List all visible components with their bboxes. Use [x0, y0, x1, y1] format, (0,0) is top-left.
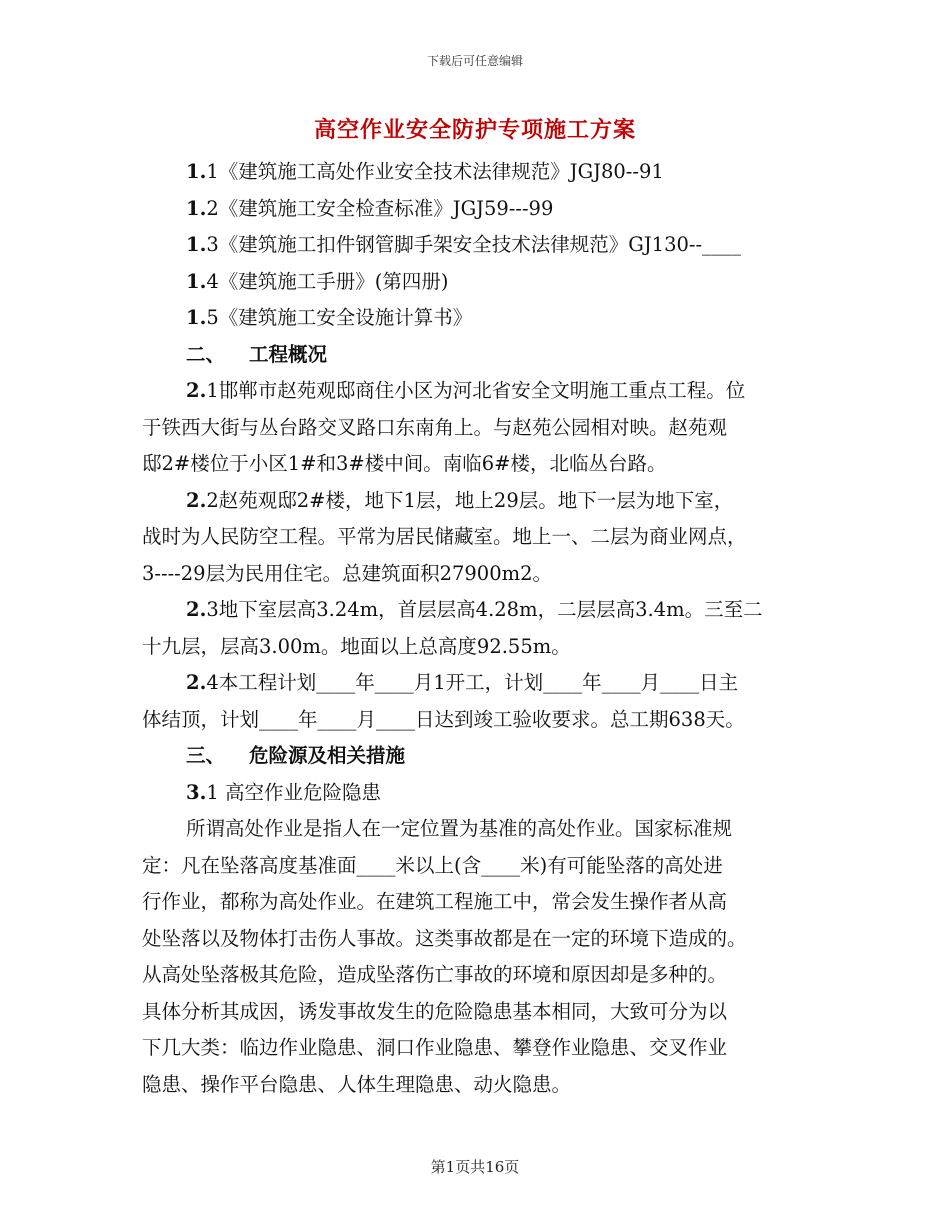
paragraph-line: 行作业，都称为高处作业。在建筑工程施工中，常会发生操作者从高: [142, 890, 728, 913]
paragraph-line: 于铁西大街与丛台路交叉路口东南角上。与赵苑公园相对映。赵苑观: [142, 415, 728, 439]
reference-item: 1.2《建筑施工安全检查标准》JGJ59---99: [186, 196, 554, 220]
reference-item: 1.3《建筑施工扣件钢管脚手架安全技术法律规范》GJ130--____: [186, 233, 742, 256]
paragraph-line: 战时为人民防空工程。平常为居民储藏室。地上一、二层为商业网点，: [142, 525, 747, 548]
paragraph-line: 所谓高处作业是指人在一定位置为基准的高处作业。国家标准规: [186, 817, 733, 840]
paragraph-line: 邸2#楼位于小区1#和3#楼中间。南临6#楼，北临丛台路。: [142, 452, 667, 475]
paragraph-line: 2.2赵苑观邸2#楼，地下1层，地上29层。地下一层为地下室，: [186, 488, 734, 512]
page-header: 下载后可任意编辑: [426, 54, 523, 68]
paragraph-line: 2.3地下室层高3.24m，首层层高4.28m，二层层高3.4m。三至二: [186, 598, 763, 621]
paragraph-line: 下几大类：临边作业隐患、洞口作业隐患、攀登作业隐患、交叉作业: [142, 1036, 728, 1059]
reference-item: 1.5《建筑施工安全设施计算书》: [186, 306, 473, 329]
section-heading-hazards: 三、 危险源及相关措施: [186, 744, 406, 767]
paragraph-line: 具体分析其成因，诱发事故发生的危险隐患基本相同，大致可分为以: [142, 999, 728, 1023]
paragraph-line: 隐患、操作平台隐患、人体生理隐患、动火隐患。: [142, 1072, 572, 1096]
paragraph-line: 定：凡在坠落高度基准面____米以上(含____米)有可能坠落的高处进: [142, 853, 723, 877]
paragraph-line: 处坠落以及物体打击伤人事故。这类事故都是在一定的环境下造成的。: [142, 926, 747, 950]
paragraph-line: 3----29层为民用住宅。总建筑面积27900m2。: [142, 561, 553, 585]
document-body: [142, 154, 807, 1103]
paragraph-line: 体结顶，计划____年____月____日达到竣工验收要求。总工期638天。: [142, 707, 745, 731]
reference-item: 1.1《建筑施工高处作业安全技术法律规范》JGJ80--91: [186, 160, 664, 183]
paragraph-line: 2.4本工程计划____年____月1开工，计划____年____月____日主: [186, 671, 739, 694]
paragraph-line: 从高处坠落极其危险，造成坠落伤亡事故的环境和原因却是多种的。: [142, 963, 728, 986]
document-title: 高空作业安全防护专项施工方案: [313, 117, 636, 143]
paragraph-line: 十九层，层高3.00m。地面以上总高度92.55m。: [142, 634, 571, 658]
section-heading-overview: 二、 工程概况: [186, 342, 328, 366]
page-number: 第1页共16页: [430, 1158, 520, 1176]
subsection-heading: 3.1 高空作业危险隐患: [186, 780, 381, 804]
paragraph-line: 2.1邯郸市赵苑观邸商住小区为河北省安全文明施工重点工程。位: [186, 379, 746, 402]
reference-item: 1.4《建筑施工手册》(第四册): [186, 269, 449, 293]
